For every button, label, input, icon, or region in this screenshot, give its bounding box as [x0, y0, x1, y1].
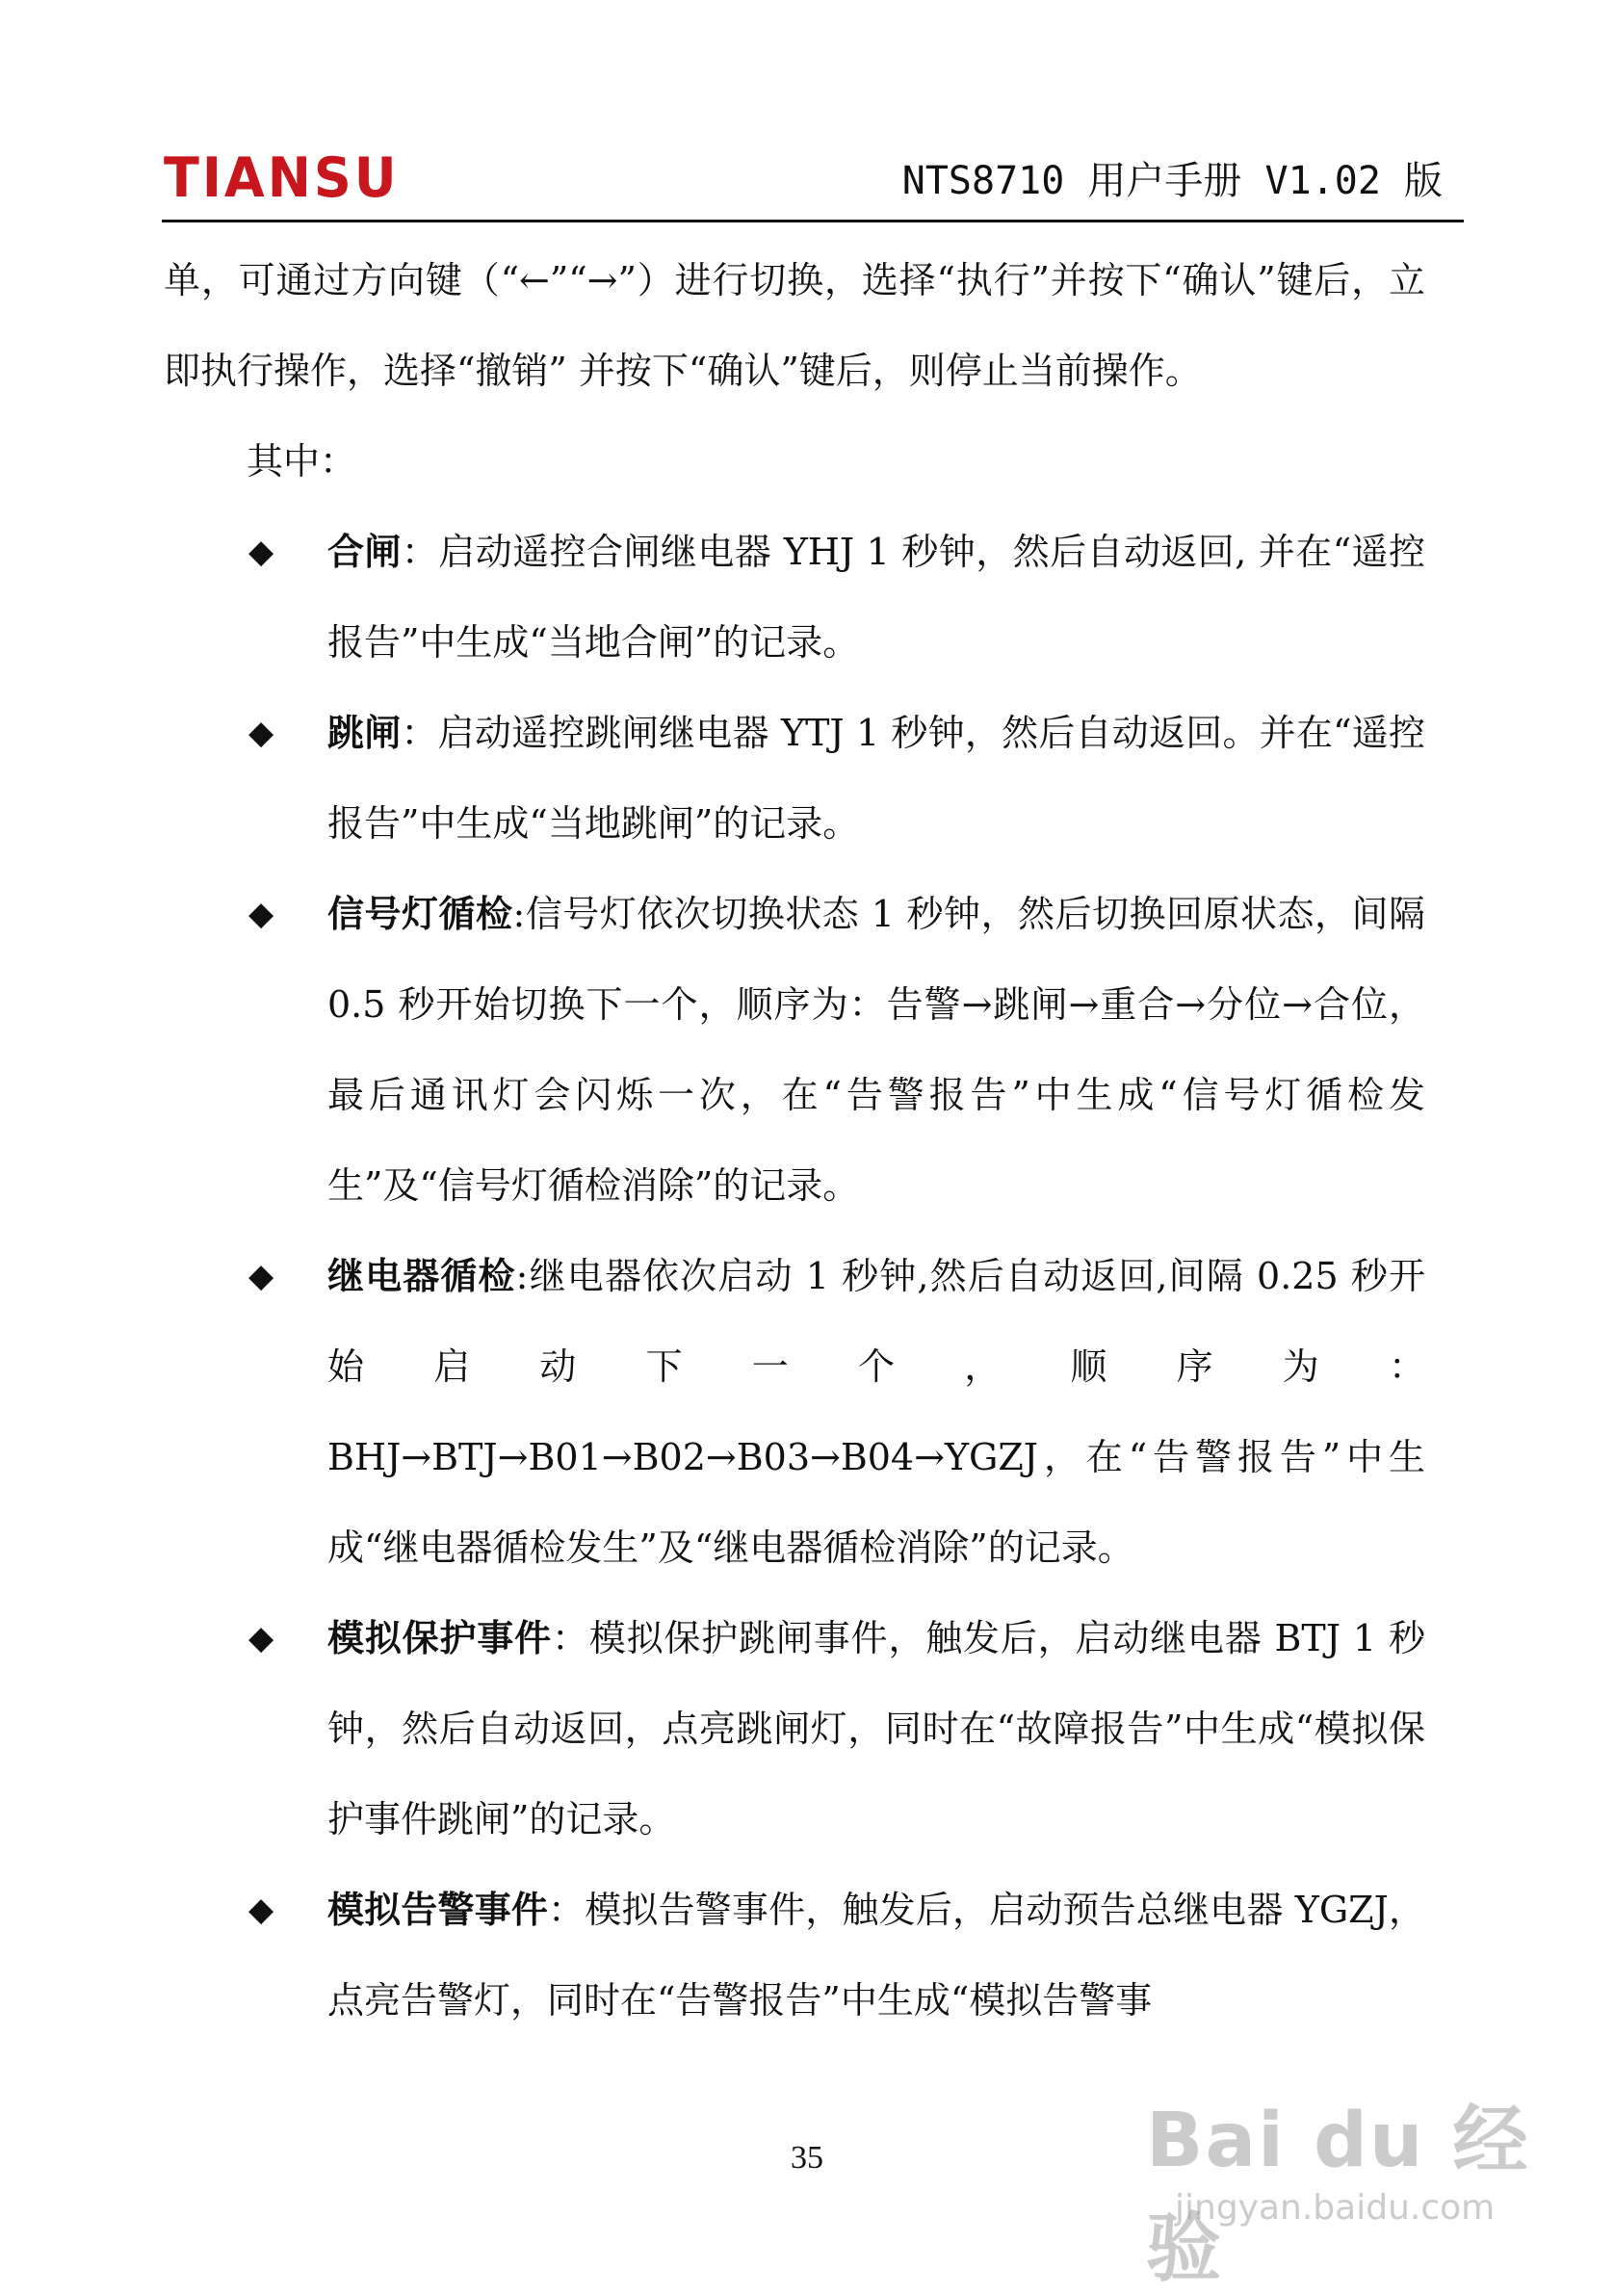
diamond-bullet-icon: ◆ [248, 533, 274, 571]
list-item [164, 1865, 1425, 2046]
list-label: 其中： [247, 440, 357, 483]
item-description: ：模拟告警事件，触发后，启动预告总继电器 YGZJ，点亮告警灯，同时在“告警报告”中生成“模拟告警事 [327, 1889, 1425, 2022]
list-item-text [327, 869, 1425, 1231]
watermark-brand: Bai du 经验 [1146, 2098, 1530, 2292]
watermark-url: jingyan.baidu.com [1175, 2188, 1496, 2228]
intro-paragraph: 单，可通过方向键（“←”“→”）进行切换，选择“执行”并按下“确认”键后，立即执行操作，选择“撤销” 并按下“确认”键后，则停止当前操作。 [164, 259, 1425, 392]
list-item-text [327, 507, 1425, 688]
list-item [164, 1231, 1425, 1593]
page-number: 35 [791, 2140, 823, 2176]
item-description: ：启动遥控合闸继电器 YHJ 1 秒钟，然后自动返回, 并在“遥控报告”中生成“当地合闸”的记录。 [327, 531, 1425, 664]
page-content [164, 235, 1425, 2046]
document-title: NTS8710 用户手册 V1.02 版 [901, 159, 1443, 203]
header-rule [162, 220, 1464, 222]
item-description: ：模拟保护跳闸事件，触发后，启动继电器 BTJ 1 秒钟，然后自动返回，点亮跳闸灯，同时在“故障报告”中生成“模拟保护事件跳闸”的记录。 [327, 1617, 1425, 1840]
list-item-text [327, 1593, 1425, 1865]
list-item [164, 869, 1425, 1231]
item-description: :继电器依次启动 1 秒钟,然后自动返回,间隔 0.25 秒开始启动下一个，顺序为：BHJ→BTJ→B01→B02→B03→B04→YGZJ，在“告警报告”中生成“继电器循检发生”及“继电器循检消除”的记录。 [327, 1255, 1425, 1569]
diamond-bullet-icon: ◆ [248, 1257, 274, 1295]
diamond-bullet-icon: ◆ [248, 895, 274, 933]
list-item-text [327, 1865, 1425, 2046]
item-description: :信号灯依次切换状态 1 秒钟，然后切换回原状态，间隔 0.5 秒开始切换下一个，顺序为：告警→跳闸→重合→分位→合位，最后通讯灯会闪烁一次，在“告警报告”中生成“信号灯循检发生”及“信号灯循检消除”的记录。 [327, 893, 1425, 1207]
item-term: 跳闸 [327, 711, 402, 754]
diamond-bullet-icon: ◆ [248, 1891, 274, 1929]
tiansu-logo: TIANSU [164, 145, 400, 210]
baidu-jingyan-watermark [1146, 2080, 1531, 2292]
list-item [164, 507, 1425, 688]
item-term: 模拟保护事件 [327, 1616, 552, 1659]
diamond-bullet-icon: ◆ [248, 714, 274, 752]
list-item-text [327, 1231, 1425, 1593]
item-description: ：启动遥控跳闸继电器 YTJ 1 秒钟，然后自动返回。并在“遥控报告”中生成“当地跳闸”的记录。 [327, 712, 1425, 845]
item-term: 合闸 [327, 530, 402, 573]
list-item [164, 1593, 1425, 1865]
diamond-bullet-icon: ◆ [248, 1619, 274, 1657]
list-item-text [327, 688, 1425, 869]
list-item [164, 688, 1425, 869]
item-term: 继电器循检 [327, 1254, 516, 1297]
item-term: 模拟告警事件 [327, 1888, 549, 1931]
item-term: 信号灯循检 [327, 892, 513, 935]
